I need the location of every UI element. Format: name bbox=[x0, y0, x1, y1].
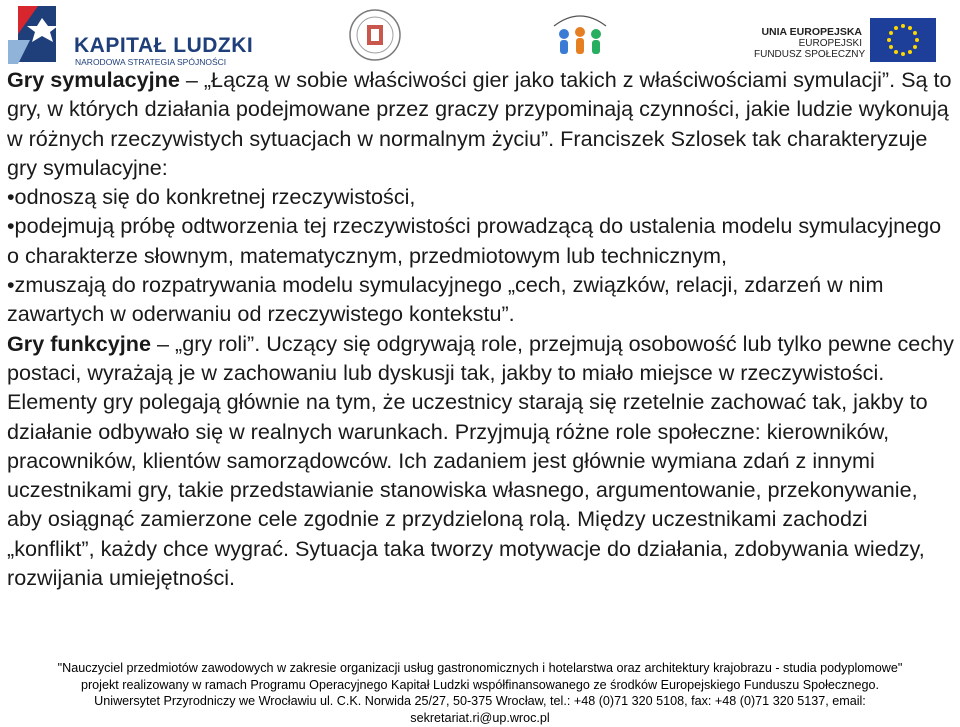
eu-fund-line1: EUROPEJSKI bbox=[798, 38, 862, 49]
function-games-term: Gry funkcyjne bbox=[7, 330, 152, 356]
main-content bbox=[7, 65, 955, 592]
eu-label: UNIA EUROPEJSKA bbox=[761, 26, 862, 38]
kapital-ludzki-logo bbox=[8, 4, 254, 67]
simulation-games-paragraph bbox=[7, 65, 955, 182]
footer bbox=[0, 660, 960, 726]
eu-logo bbox=[738, 4, 954, 66]
bullet-item: •podejmują próbę odtworzenia tej rzeczywistości prowadzącą do ustalenia modelu symulacyjnego o charakterze słownym, matematycznym, przedmiotowym lub technicznym, bbox=[7, 213, 942, 268]
footer-line-address: Uniwersytet Przyrodniczy we Wrocławiu ul. C.K. Norwida 25/27, 50-375 Wrocław, tel.: +48 (0)71 320 5108, fax: +48 (0)71 320 5137, email: bbox=[94, 694, 866, 709]
logo-bar bbox=[0, 0, 960, 70]
bullet-item: •odnoszą się do konkretnej rzeczywistości, bbox=[7, 184, 416, 210]
footer-email: sekretariat.ri@up.wroc.pl bbox=[410, 710, 550, 725]
function-games-text: – „gry roli”. Uczący się odgrywają role, przejmują osobowość lub tylko pewne cechy postaci, wyrażają je w zachowaniu lub dyskusji tak, jakby to miało miejsce w rzeczywistości. Elementy gry polegają głównie na tym, że uczestnicy starają się rzetelnie zachować tak, jakby to działanie odbywało się w realnych warunkach. Przyjmują różne role społeczne: kierowników, pracowników, klientów samorządowców. Ich zadaniem jest głównie wymiana zdań z innymi uczestnikami gry, takie przedstawianie stanowiska własnego, argumentowanie, przekonywanie, aby osiągnąć zamierzone cele zgodnie z przydzieloną rolą. Między uczestnikami zachodzi „konflikt”, każdy chce wygrać. Sytuacja taka tworzy motywacje do działania, zdobywania wiedzy, rozwijania umiejętności. bbox=[7, 330, 954, 591]
bullet-item: •zmuszają do rozpatrywania modelu symulacyjnego „cech, związków, relacji, zdarzeń w nim zawartych w oderwaniu od rzeczywistego kontekstu”. bbox=[7, 272, 884, 327]
university-seal-icon bbox=[348, 8, 402, 62]
eu-logo-text bbox=[754, 26, 866, 60]
teacher-portal-logo-icon bbox=[548, 6, 612, 66]
footer-line-program: "Nauczyciel przedmiotów zawodowych w zakresie organizacji usług gastronomicznych i hotelarstwa oraz architektury krajobrazu - studia podyplomowe" bbox=[57, 661, 903, 675]
eu-fund-line2: FUNDUSZ SPOŁECZNY bbox=[754, 49, 866, 60]
simulation-games-term: Gry symulacyjne bbox=[7, 67, 180, 92]
simulation-games-text: – „Łączą w sobie właściwości gier jako takich z właściwościami symulacji”. Są to gry, w których działania podejmowane przez graczy przypominają czynności, jakie ludzie wykonują w różnych rzeczywistych sytuacjach w normalnym życiu”. Franciszek Szlosek tak charakteryzuje gry symulacyjne: bbox=[7, 67, 952, 180]
kapital-ludzki-emblem-icon bbox=[8, 4, 68, 66]
eu-flag-icon bbox=[870, 18, 936, 62]
kapital-ludzki-title: KAPITAŁ LUDZKI bbox=[74, 34, 254, 57]
function-games-paragraph bbox=[7, 329, 955, 593]
footer-line-project: projekt realizowany w ramach Programu Operacyjnego Kapitał Ludzki współfinansowanego ze środków Europejskiego Funduszu Społecznego. bbox=[80, 677, 880, 692]
kapital-ludzki-subtitle: NARODOWA STRATEGIA SPÓJNOŚCI bbox=[75, 57, 227, 67]
